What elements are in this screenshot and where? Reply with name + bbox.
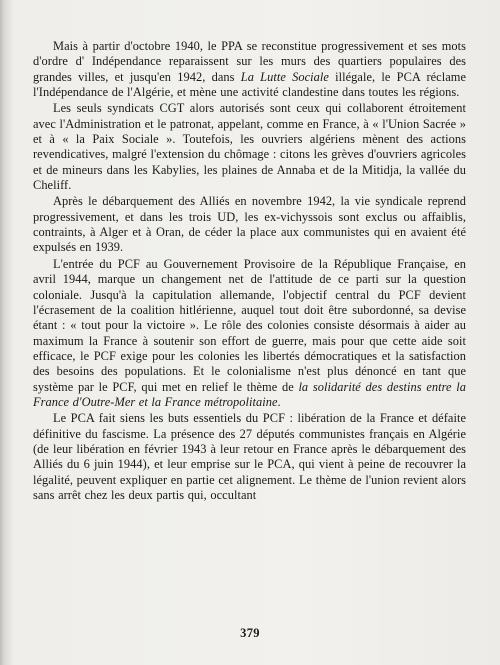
paragraph-3 xyxy=(33,194,466,255)
paragraph-2 xyxy=(33,101,466,193)
page-number: 379 xyxy=(240,626,260,640)
text-run: Les seuls syndicats CGT alors autorisés sont ceux qui collaborent étroitement avec l'Administration et le patronat, appelant, comme en France, à « l'Union Sacrée » et à « la Paix Sociale ». Toutefois, les ouvriers algériens mènent des actions revendicatives, malgré l'extension du chômage : citons les grèves d'ouvriers agricoles et de mineurs dans les Kabylies, les plaines de Annaba et de la Mitidja, la vallée du Cheliff. xyxy=(33,101,466,193)
text-run: Le PCA fait siens les buts essentiels du PCF : libération de la France et défaite définitive du fascisme. La présence des 27 députés communistes français en Algérie (de leur libération en février 1943 à leur retour en France après le débarquement des Alliés du 6 juin 1944), et leur emprise sur le PCA, qui vient à peine de recouvrer la légalité, peuvent expliquer en partie cet alignement. Le thème de l'union revient alors sans arrêt chez les deux partis qui, occultant xyxy=(33,411,466,502)
text-run: illégale, le PCA réclame l'Indépendance de l'Algérie, et mène une activité clandestine dans toutes les régions. xyxy=(33,69,466,100)
body-text xyxy=(33,39,466,504)
italic-run: La Lutte Sociale xyxy=(240,69,329,84)
text-run: Après le débarquement des Alliés en novembre 1942, la vie syndicale reprend progressivement, et dans les trois UD, les ex-vichyssois sont exclus ou affaiblis, contraints, à Alger et à Oran, de céder la place aux communistes qui en avaient été expulsés en 1939. xyxy=(33,194,466,255)
text-run: Mais à partir d'octobre 1940, le PPA se reconstitue progressivement et ses mots d'ordre d' Indépendance reparaissent sur les murs des quartiers populaires des grandes villes, et jusqu'en 1942, dans xyxy=(33,39,466,84)
paragraph-5 xyxy=(33,411,466,503)
text-run: L'entrée du PCF au Gouvernement Provisoire de la République Française, en avril 1944, marque un changement net de l'attitude de ce parti sur la question coloniale. Jusqu'à la capitulation allemande, l'objectif central du PCF devient l'écrasement de la coalition hitlérienne, auquel tout doit être subordonné, sa devise étant : « tout pour la victoire ». Le rôle des colonies consiste désormais à aider au maximum la France à soutenir son effort de guerre, mais pour que cette aide soit efficace, le PCF exige pour les colonies les libertés démocratiques et la satisfaction des besoins des populations. Et le colonialisme n'est plus dénoncé en tant que système par le PCF, qui met en relief le thème de xyxy=(33,256,466,394)
italic-run: la solidarité des destins entre la France d'Outre-Mer et la France métropolitaine xyxy=(33,379,466,409)
text-run: . xyxy=(277,394,281,409)
paragraph-1 xyxy=(33,39,466,100)
paragraph-4 xyxy=(33,257,466,410)
